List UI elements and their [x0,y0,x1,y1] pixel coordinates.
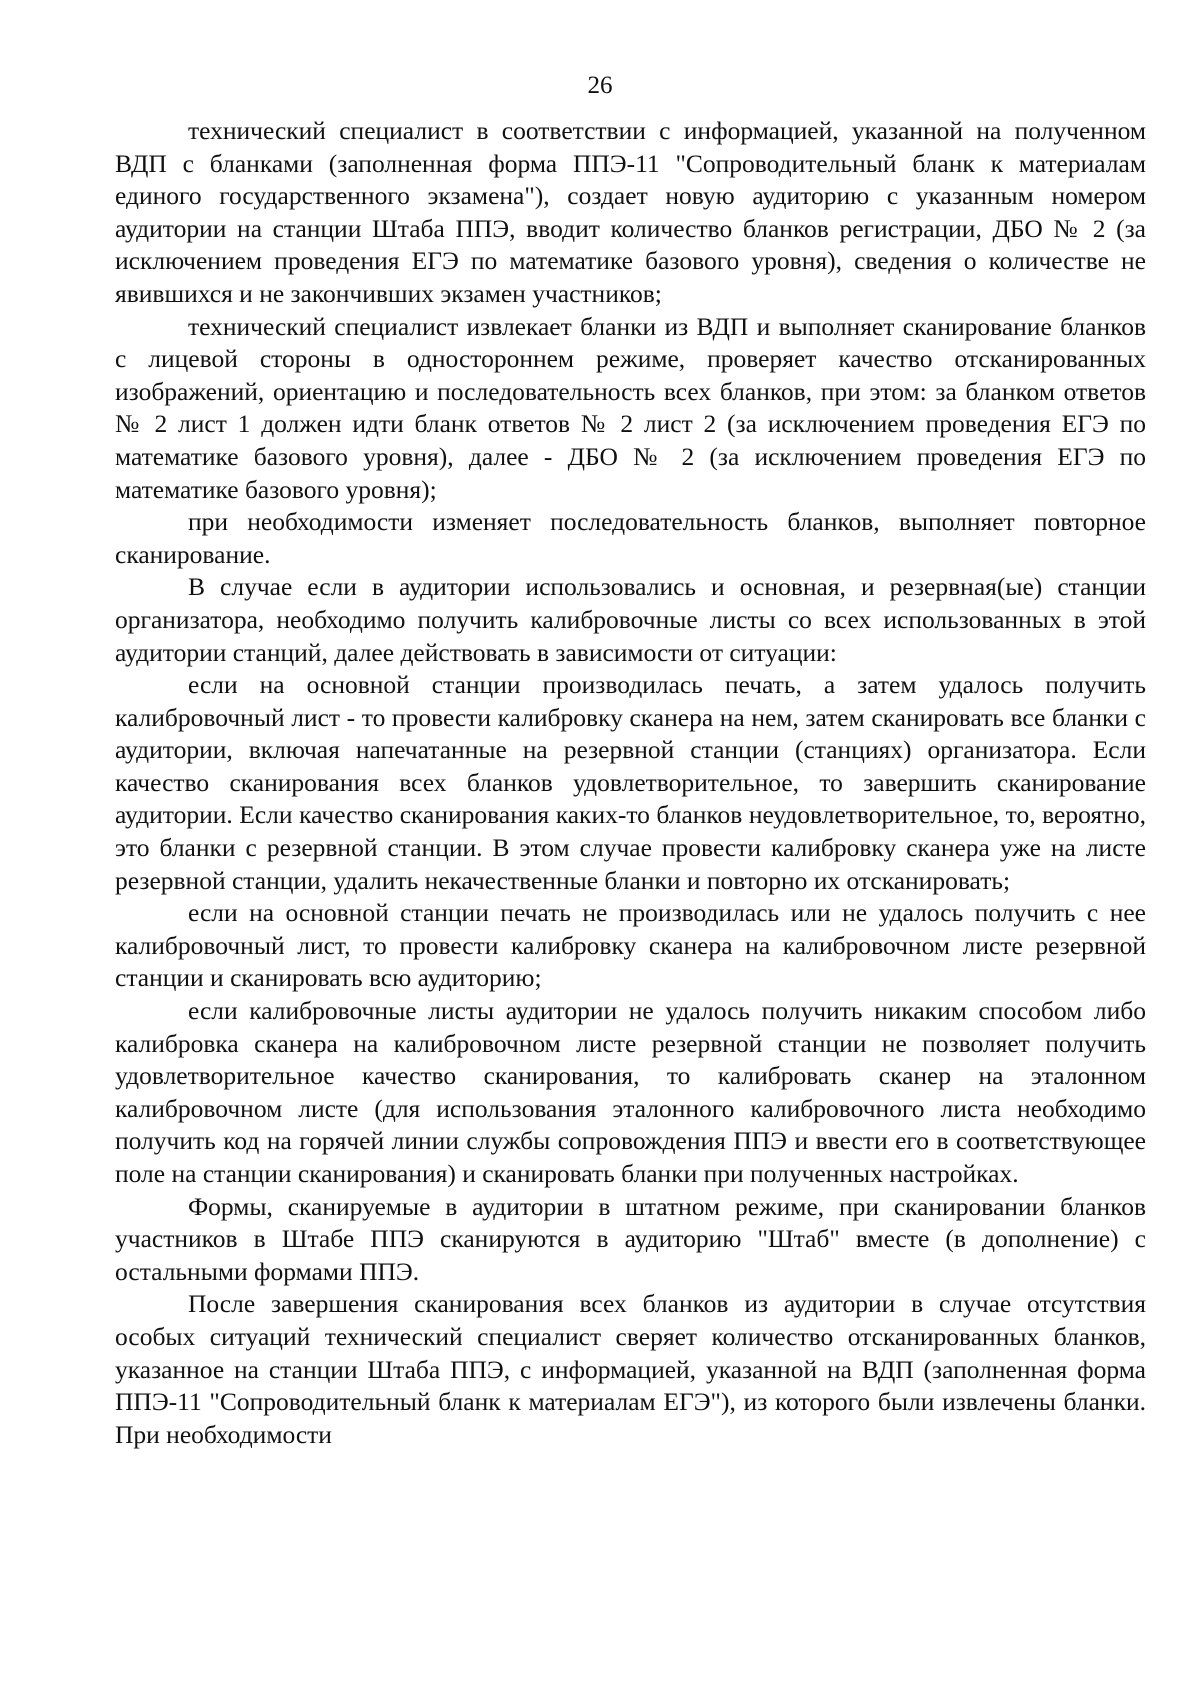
paragraph-after-scanning: После завершения сканирования всех бланков из аудитории в случае отсутствия особых ситуаций технический специалист сверяет количество отсканированных бланков, указанное на станции Штаба ППЭ, с информацией, указанной на ВДП (заполненная форма ППЭ-11 "Сопроводительный бланк к материалам ЕГЭ"), из которого были извлечены бланки. При необходимости [115,1289,1146,1449]
page-number: 26 [587,72,613,99]
paragraph-rescan: при необходимости изменяет последовательность бланков, выполняет повторное сканирование. [115,507,1146,569]
paragraph-reference-calibration: если калибровочные листы аудитории не удалось получить никаким способом либо калибровка сканера на калибровочном листе резервной станции не позволяет получить удовлетворительное качество сканирования, то калибровать сканер на эталонном калибровочном листе (для использования эталонного калибровочного листа необходимо получить код на горячей линии службы сопровождения ППЭ и ввести его в соответствующее поле на станции сканирования) и сканировать бланки при полученных настройках. [115,996,1146,1188]
paragraph-scan-blanks: технический специалист извлекает бланки из ВДП и выполняет сканирование бланков с лицевой стороны в одностороннем режиме, проверяет качество отсканированных изображений, ориентацию и последовательность всех бланков, при этом: за бланком ответов № 2 лист 1 должен идти бланк ответов № 2 лист 2 (за исключением проведения ЕГЭ по математике базового уровня), далее - ДБО № 2 (за исключением проведения ЕГЭ по математике базового уровня); [115,311,1146,504]
paragraph-main-station-printed: если на основной станции производилась печать, а затем удалось получить калибровочный лист - то провести калибровку сканера на нем, затем сканировать все бланки с аудитории, включая напечатанные на резервной станции (станциях) организатора. Если качество сканирования всех бланков удовлетворительное, то завершить сканирование аудитории. Если качество сканирования каких-то бланков неудовлетворительное, то, вероятно, это бланки с резервной станции. В этом случае провести калибровку сканера уже на листе резервной станции, удалить некачественные бланки и повторно их отсканировать; [115,670,1146,895]
paragraph-create-audience: технический специалист в соответствии с информацией, указанной на полученном ВДП с бланками (заполненная форма ППЭ-11 "Сопроводительный бланк к материалам единого государственного экзамена"), создает новую аудиторию с указанным номером аудитории на станции Штаба ППЭ, вводит количество бланков регистрации, ДБО № 2 (за исключением проведения ЕГЭ по математике базового уровня), сведения о количестве не явившихся и не закончивших экзамен участников; [115,116,1146,308]
document-body [115,115,1146,1451]
paragraph-calibration-sheets: В случае если в аудитории использовались и основная, и резервная(ые) станции организатора, необходимо получить калибровочные листы со всех использованных в этой аудитории станций, далее действовать в зависимости от ситуации: [115,572,1146,667]
paragraph-forms-headquarters: Формы, сканируемые в аудитории в штатном режиме, при сканировании бланков участников в Штабе ППЭ сканируются в аудиторию "Штаб" вместе (в дополнение) с остальными формами ППЭ. [115,1191,1146,1286]
paragraph-main-station-not-printed: если на основной станции печать не производилась или не удалось получить с нее калибровочный лист, то провести калибровку сканера на калибровочном листе резервной станции и сканировать всю аудиторию; [115,898,1146,993]
